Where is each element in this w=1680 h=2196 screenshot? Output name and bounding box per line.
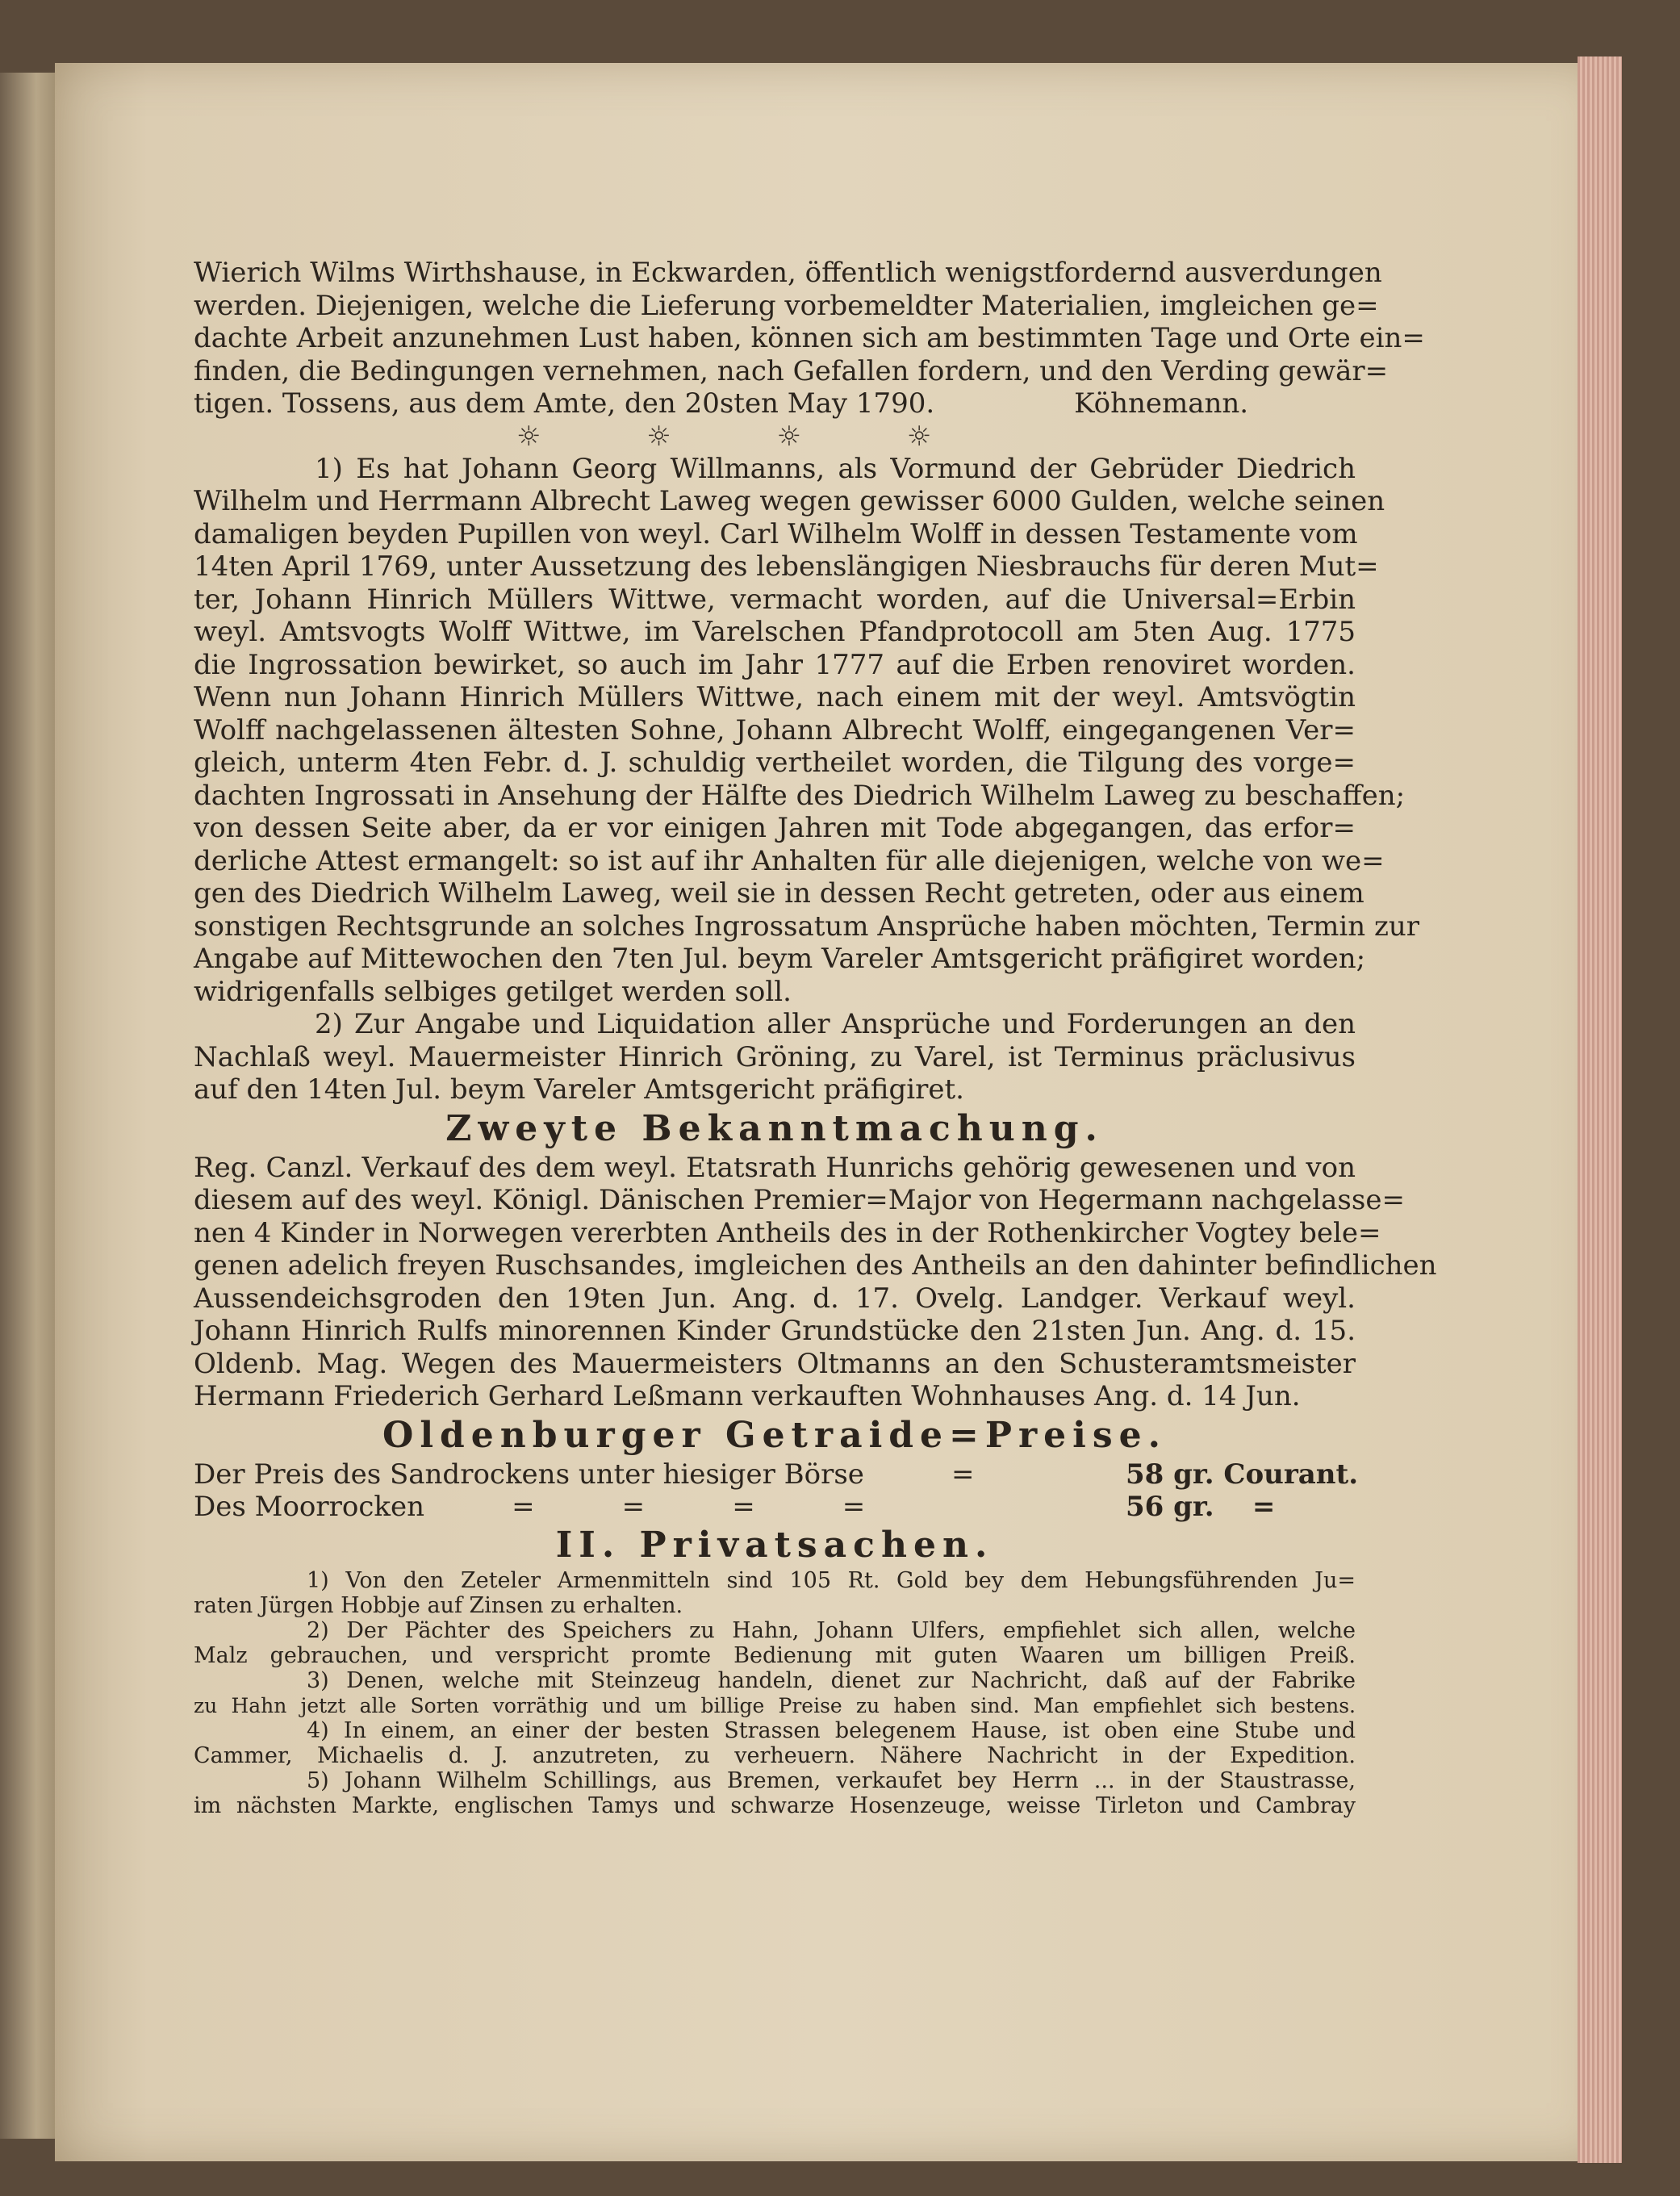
price-row: [194, 1458, 1359, 1491]
text-line: gleich, unterm 4ten Febr. d. J. schuldig vertheilet worden, die Tilgung des vorge=: [194, 747, 1356, 779]
price-value: 58 gr. Courant.: [1126, 1458, 1359, 1491]
price-label: Der Preis des Sandrockens unter hiesiger Börse =: [194, 1458, 975, 1491]
text-line: diesem auf des weyl. Königl. Dänischen Premier=Major von Hegermann nachgelasse=: [194, 1184, 1405, 1216]
document-body: [194, 257, 1437, 1818]
price-label: Des Moorrocken = = = =: [194, 1490, 866, 1523]
text-line: dachten Ingrossati in Ansehung der Hälfte des Diedrich Wilhelm Laweg zu beschaffen;: [194, 779, 1406, 812]
text-line: Johann Hinrich Rulfs minorennen Kinder Grundstücke den 21sten Jun. Ang. d. 15.: [194, 1315, 1356, 1347]
text-line: 2) Zur Angabe und Liquidation aller Ansprüche und Forderungen an den: [315, 1008, 1356, 1040]
text-line: Cammer, Michaelis d. J. anzutreten, zu verheuern. Nähere Nachricht in der Expedition.: [194, 1742, 1356, 1768]
text-line: zu Hahn jetzt alle Sorten vorräthig und um billige Preise zu haben sind. Man empfiehlet sich bestens.: [194, 1693, 1356, 1717]
text-line: 1) Es hat Johann Georg Willmanns, als Vormund der Gebrüder Diedrich: [315, 452, 1356, 485]
text-line: von dessen Seite aber, da er vor einigen Jahren mit Tode abgegangen, das erfor=: [194, 812, 1356, 844]
text-line: Angabe auf Mittewochen den 7ten Jul. beym Vareler Amtsgericht präfigiret worden;: [194, 943, 1366, 975]
text-line: genen adelich freyen Ruschsandes, imgleichen des Antheils an den dahinter befindlichen: [194, 1249, 1437, 1282]
price-list: [194, 1458, 1359, 1523]
text-line: tigen. Tossens, aus dem Amte, den 20sten May 1790. Köhnemann.: [194, 387, 1249, 420]
text-line: 14ten April 1769, unter Aussetzung des lebenslängigen Niesbrauchs für deren Mut=: [194, 550, 1379, 583]
text-line: Malz gebrauchen, und verspricht promte Bedienung mit guten Waaren um billigen Preiß.: [194, 1642, 1356, 1668]
text-line: Wierich Wilms Wirthshause, in Eckwarden, öffentlich wenigstfordernd ausverdungen: [194, 257, 1382, 289]
text-line: 3) Denen, welche mit Steinzeug handeln, dienet zur Nachricht, daß auf der Fabrike: [307, 1667, 1356, 1693]
text-line: Wenn nun Johann Hinrich Müllers Wittwe, nach einem mit der weyl. Amtsvögtin: [194, 681, 1356, 713]
section-heading-grain-prices: Oldenburger Getraide=Preise.: [382, 1414, 1167, 1456]
ornament-divider: ☼ ☼ ☼ ☼: [516, 420, 980, 453]
text-line: auf den 14ten Jul. beym Vareler Amtsgericht präfigiret.: [194, 1073, 964, 1106]
text-line: 2) Der Pächter des Speichers zu Hahn, Johann Ulfers, empfiehlet sich allen, welche: [307, 1617, 1356, 1643]
text-line: ter, Johann Hinrich Müllers Wittwe, vermacht worden, auf die Universal=Erbin: [194, 583, 1356, 616]
text-line: werden. Diejenigen, welche die Lieferung vorbemeldter Materialien, imgleichen ge=: [194, 289, 1379, 322]
text-line: Nachlaß weyl. Mauermeister Hinrich Gröning, zu Varel, ist Terminus präclusivus: [194, 1040, 1356, 1073]
text-line: 5) Johann Wilhelm Schillings, aus Bremen, verkaufet bey Herrn ... in der Staustrasse,: [307, 1767, 1356, 1793]
text-line: sonstigen Rechtsgrunde an solches Ingrossatum Ansprüche haben möchten, Termin zur: [194, 910, 1420, 943]
paragraph-liquidation: [194, 1008, 1356, 1106]
text-line: 4) In einem, an einer der besten Strassen belegenem Hause, ist oben eine Stube und: [307, 1717, 1356, 1743]
text-line: finden, die Bedingungen vernehmen, nach Gefallen fordern, und den Verding gewär=: [194, 354, 1389, 387]
page-edge-stack: [1578, 56, 1622, 2163]
paragraph-ingrossation: [194, 452, 1420, 1009]
text-line: weyl. Amtsvogts Wolff Wittwe, im Varelschen Pfandprotocoll am 5ten Aug. 1775: [194, 616, 1356, 648]
price-value: 56 gr. =: [1126, 1490, 1276, 1523]
paragraph-sales: [194, 1151, 1437, 1413]
text-line: im nächsten Markte, englischen Tamys und schwarze Hosenzeuge, weisse Tirleton und Cambray: [194, 1792, 1356, 1818]
text-line: Reg. Canzl. Verkauf des dem weyl. Etatsrath Hunrichs gehörig gewesenen und von: [194, 1151, 1356, 1184]
left-page-edge: [0, 73, 61, 2139]
text-line: derliche Attest ermangelt: so ist auf ihr Anhalten für alle diejenigen, welche von we=: [194, 844, 1385, 877]
text-line: nen 4 Kinder in Norwegen vererbten Antheils des in der Rothenkircher Vogtey bele=: [194, 1216, 1381, 1249]
text-line: die Ingrossation bewirket, so auch im Jahr 1777 auf die Erben renoviret worden.: [194, 648, 1356, 681]
text-line: Hermann Friederich Gerhard Leßmann verkauften Wohnhauses Ang. d. 14 Jun.: [194, 1380, 1301, 1412]
text-line: raten Jürgen Hobbje auf Zinsen zu erhalten.: [194, 1592, 683, 1618]
paragraph-private-notices: [194, 1568, 1356, 1818]
section-heading-private: II. Privatsachen.: [555, 1524, 994, 1566]
paragraph-tender: [194, 257, 1425, 420]
text-line: widrigenfalls selbiges getilget werden soll.: [194, 975, 792, 1008]
text-line: Wolff nachgelassenen ältesten Sohne, Johann Albrecht Wolff, eingegangenen Ver=: [194, 713, 1356, 747]
text-line: damaligen beyden Pupillen von weyl. Carl Wilhelm Wolff in dessen Testamente vom: [194, 517, 1358, 550]
section-heading-announcement: Zweyte Bekanntmachung.: [445, 1107, 1104, 1149]
text-line: Aussendeichsgroden den 19ten Jun. Ang. d. 17. Ovelg. Landger. Verkauf weyl.: [194, 1282, 1356, 1315]
text-line: Wilhelm und Herrmann Albrecht Laweg wegen gewisser 6000 Gulden, welche seinen: [194, 485, 1385, 517]
text-line: 1) Von den Zeteler Armenmitteln sind 105 Rt. Gold bey dem Hebungsführenden Ju=: [307, 1567, 1356, 1593]
text-line: Oldenb. Mag. Wegen des Mauermeisters Oltmanns an den Schusteramtsmeister: [194, 1347, 1356, 1380]
text-line: dachte Arbeit anzunehmen Lust haben, können sich am bestimmten Tage und Orte ein=: [194, 322, 1425, 354]
text-line: gen des Diedrich Wilhelm Laweg, weil sie in dessen Recht getreten, oder aus einem: [194, 877, 1364, 910]
price-row: [194, 1491, 1356, 1523]
